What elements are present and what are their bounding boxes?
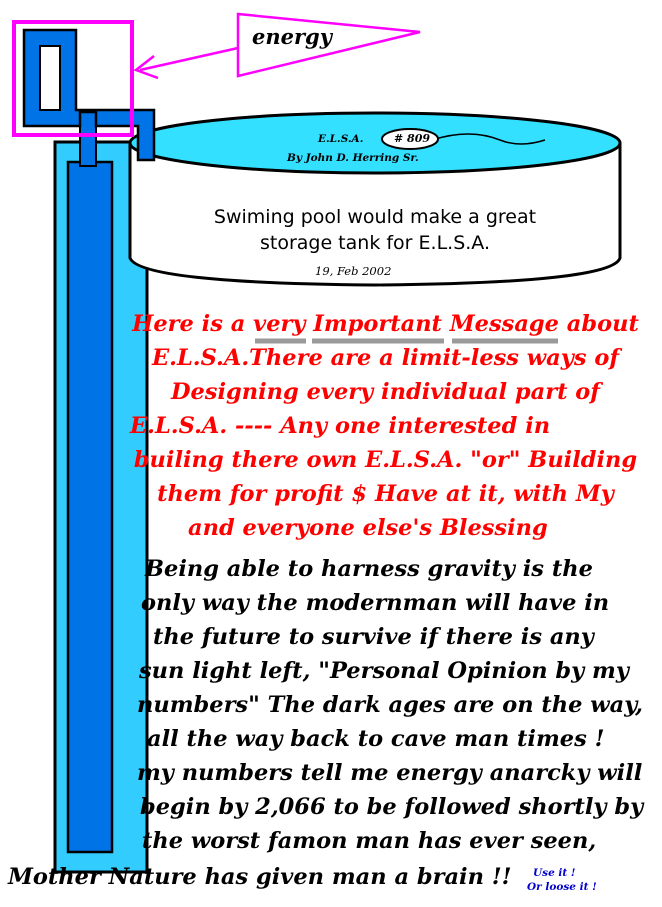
- pool-caption-line1: Swiming pool would make a great: [213, 206, 537, 228]
- opinion-line: my numbers tell me energy anarcky will: [137, 760, 643, 786]
- opinion-line: Being able to harness gravity is the: [145, 556, 593, 582]
- important-line: Here is a very Important Message about: [132, 311, 639, 337]
- opinion-line: only way the modernman will have in: [141, 590, 610, 616]
- opinion-line: sun light left, "Personal Opinion by my: [139, 658, 629, 684]
- side-note-line2: Or loose it !: [527, 881, 597, 893]
- badge-number: # 809: [394, 132, 431, 145]
- important-line: E.L.S.A.There are a limit-less ways of: [151, 345, 620, 371]
- pipe-loop-gap: [40, 46, 60, 110]
- side-note: [527, 866, 597, 894]
- opinion-line: the future to survive if there is any: [153, 624, 594, 650]
- opinion-line: all the way back to cave man times !: [147, 726, 605, 752]
- final-line: Mother Nature has given man a brain !!: [8, 864, 512, 890]
- important-line: builing there own E.L.S.A. "or" Building: [133, 447, 638, 473]
- badge-author: By John D. Herring Sr.: [287, 152, 419, 164]
- riser-pipe: [80, 110, 96, 166]
- pool-caption: [140, 204, 610, 256]
- badge-name: E.L.S.A.: [318, 133, 364, 145]
- pool-water: [130, 113, 620, 173]
- side-note-line1: Use it !: [533, 867, 576, 879]
- important-message: [118, 307, 653, 545]
- opinion-line: begin by 2,066 to be followed shortly by: [140, 794, 644, 820]
- energy-arrow-shaft: [140, 48, 238, 70]
- pool-caption-line2: storage tank for E.L.S.A.: [259, 232, 491, 254]
- opinion-message: [0, 552, 662, 872]
- important-line: Designing every individual part of: [170, 379, 600, 405]
- opinion-line: numbers" The dark ages are on the way,: [137, 692, 643, 718]
- energy-label: energy: [252, 24, 332, 49]
- important-line: E.L.S.A. ---- Any one interested in: [130, 413, 551, 439]
- important-line: them for profit $ Have at it, with My: [157, 481, 614, 507]
- important-line: and everyone else's Blessing: [188, 515, 548, 541]
- date-label: 19, Feb 2002: [315, 264, 392, 278]
- opinion-line: the worst famon man has ever seen,: [142, 828, 597, 854]
